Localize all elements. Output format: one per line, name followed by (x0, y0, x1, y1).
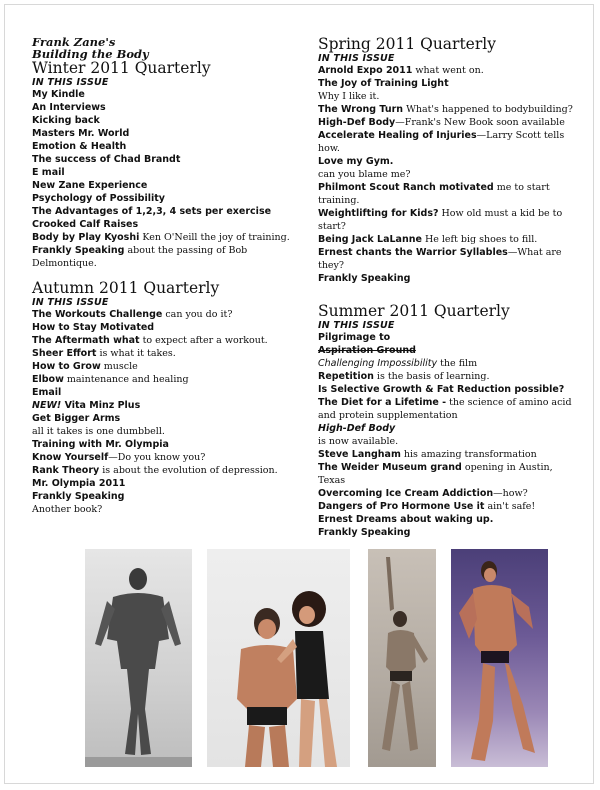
article-title: The Advantages of 1,2,3, 4 sets per exercise (32, 206, 272, 217)
article-title: Frankly Speaking (32, 245, 125, 256)
article-item (32, 101, 304, 114)
article-description: is about the evolution of depression. (99, 465, 278, 476)
article-title: Love my Gym. (318, 156, 394, 167)
article-description: all it takes is one dumbbell. (32, 426, 165, 437)
winter-subtitle: IN THIS ISSUE (32, 77, 109, 88)
article-title: Overcoming Ice Cream Addiction (318, 488, 494, 499)
bodybuilder-photo-4 (451, 549, 548, 767)
article-item (318, 370, 580, 383)
article-item (32, 166, 304, 179)
article-item (32, 205, 304, 218)
spring-title: Spring 2011 Quarterly (318, 35, 496, 53)
article-item (32, 179, 304, 192)
article-description: about the passing of Bob Delmontique. (32, 245, 248, 269)
article-italic-title: Challenging Impossibility (318, 358, 438, 369)
article-description: the science of amino acid and protein supplementation (318, 397, 572, 421)
article-title: The Joy of Training Light (318, 78, 449, 89)
article-title: Masters Mr. World (32, 128, 130, 139)
article-item (318, 344, 580, 357)
article-title: Weightlifting for Kids? (318, 208, 439, 219)
autumn-list (32, 308, 304, 516)
article-item (318, 396, 580, 422)
article-item (32, 373, 304, 386)
article-item (32, 477, 304, 490)
article-description: ain't safe! (484, 501, 536, 512)
article-description: opening in Austin, Texas (318, 462, 553, 486)
article-description: is now available. (318, 436, 399, 447)
bodybuilder-photo-1 (85, 549, 192, 767)
article-title: Dangers of Pro Hormone Use it (318, 501, 485, 512)
article-item (318, 168, 580, 181)
article-description: He left big shoes to fill. (421, 234, 538, 245)
article-title: The Diet for a Lifetime - (318, 397, 447, 408)
article-item (32, 308, 304, 321)
article-title: Mr. Olympia 2011 (32, 478, 126, 489)
brand-line-1: Frank Zane's (32, 35, 116, 49)
left-column (32, 36, 304, 516)
article-emphasis: NEW! (32, 400, 62, 411)
article-item (32, 192, 304, 205)
summer-list (318, 331, 580, 539)
article-title: Psychology of Possibility (32, 193, 165, 204)
summer-subtitle: IN THIS ISSUE (318, 320, 395, 331)
article-title: How to Stay Motivated (32, 322, 155, 333)
article-item (318, 331, 580, 344)
article-title: Pilgrimage to (318, 332, 391, 343)
article-title: Get Bigger Arms (32, 413, 121, 424)
article-description: —What are they? (318, 247, 562, 271)
article-description: is the basis of learning. (373, 371, 490, 382)
article-item (318, 155, 580, 168)
article-item (32, 140, 304, 153)
article-description: to expect after a workout. (139, 335, 268, 346)
article-title: Is Selective Growth & Fat Reduction possible? (318, 384, 565, 395)
article-title: High-Def Body (318, 117, 396, 128)
article-title: Frankly Speaking (318, 527, 411, 538)
article-title: An Interviews (32, 102, 106, 113)
article-item (32, 451, 304, 464)
article-title: Ernest chants the Warrior Syllables (318, 247, 508, 258)
article-item (32, 503, 304, 516)
article-item (32, 218, 304, 231)
article-title: Aspiration Ground (318, 345, 416, 356)
article-item (318, 246, 580, 272)
article-item (318, 448, 580, 461)
article-item (32, 438, 304, 451)
article-description: —how? (493, 488, 528, 499)
article-description: can you do it? (162, 309, 233, 320)
article-title: Kicking back (32, 115, 100, 126)
article-description: muscle (100, 361, 138, 372)
article-item (318, 129, 580, 155)
autumn-subtitle: IN THIS ISSUE (32, 297, 109, 308)
article-title: The Aftermath what (32, 335, 140, 346)
article-item (318, 116, 580, 129)
article-item (32, 153, 304, 166)
article-description: me to start training. (318, 182, 550, 206)
article-item (318, 526, 580, 539)
article-description: his amazing transformation (400, 449, 537, 460)
article-item (318, 64, 580, 77)
article-item (32, 244, 304, 270)
article-emphasis: High-Def Body (318, 423, 396, 434)
article-description: what went on. (412, 65, 484, 76)
article-item (318, 500, 580, 513)
article-title: Sheer Effort (32, 348, 97, 359)
article-title: Steve Langham (318, 449, 401, 460)
summer-title: Summer 2011 Quarterly (318, 302, 510, 320)
article-title: Know Yourself (32, 452, 109, 463)
article-description: Why I like it. (318, 91, 380, 102)
article-description: maintenance and healing (63, 374, 189, 385)
article-description: the film (437, 358, 478, 369)
article-item (318, 272, 580, 285)
spring-subtitle: IN THIS ISSUE (318, 53, 395, 64)
article-title: Being Jack LaLanne (318, 234, 422, 245)
article-description: Another book? (32, 504, 103, 515)
article-item (32, 490, 304, 503)
winter-list (32, 88, 304, 270)
article-title: Crooked Calf Raises (32, 219, 139, 230)
spring-list (318, 64, 580, 285)
article-title: E mail (32, 167, 65, 178)
article-item (318, 233, 580, 246)
article-item (32, 386, 304, 399)
article-item (318, 357, 580, 370)
article-item (32, 360, 304, 373)
spacer (318, 285, 580, 303)
article-item (318, 77, 580, 90)
article-item (318, 435, 580, 448)
article-item (318, 383, 580, 396)
couple-photo (207, 549, 350, 767)
article-title: The success of Chad Brandt (32, 154, 181, 165)
article-description: Ken O'Neill the joy of training. (139, 232, 290, 243)
article-description: How old must a kid be to start? (318, 208, 563, 232)
article-item (32, 88, 304, 101)
article-title: Emotion & Health (32, 141, 127, 152)
article-title: The Workouts Challenge (32, 309, 163, 320)
autumn-title: Autumn 2011 Quarterly (32, 279, 220, 297)
article-item (318, 103, 580, 116)
article-title: Accelerate Healing of Injuries (318, 130, 477, 141)
article-item (318, 181, 580, 207)
article-title: Email (32, 387, 62, 398)
article-item (32, 127, 304, 140)
article-item (318, 207, 580, 233)
article-title: How to Grow (32, 361, 101, 372)
article-title: Rank Theory (32, 465, 100, 476)
article-title: Repetition (318, 371, 374, 382)
article-title: Ernest Dreams about waking up. (318, 514, 494, 525)
article-item (32, 347, 304, 360)
article-title: New Zane Experience (32, 180, 148, 191)
article-item (318, 513, 580, 526)
article-item (32, 321, 304, 334)
article-description: is what it takes. (96, 348, 176, 359)
article-title: Training with Mr. Olympia (32, 439, 169, 450)
article-item (32, 231, 304, 244)
article-item (32, 399, 304, 412)
article-title: The Wrong Turn (318, 104, 404, 115)
article-item (32, 334, 304, 347)
article-title: Frankly Speaking (32, 491, 125, 502)
article-title: Body by Play Kyoshi (32, 232, 140, 243)
bodybuilder-photo-3 (368, 549, 436, 767)
article-description: —Larry Scott tells how. (318, 130, 565, 154)
article-description: can you blame me? (318, 169, 411, 180)
article-item (318, 487, 580, 500)
article-title: The Weider Museum grand (318, 462, 462, 473)
article-title: Philmont Scout Ranch motivated (318, 182, 494, 193)
article-item (318, 422, 580, 435)
article-title: Frankly Speaking (318, 273, 411, 284)
article-title: Vita Minz Plus (61, 400, 141, 411)
winter-title: Winter 2011 Quarterly (32, 59, 211, 77)
article-item (32, 464, 304, 477)
article-item (32, 412, 304, 425)
article-title: My Kindle (32, 89, 85, 100)
article-item (32, 114, 304, 127)
article-item (32, 425, 304, 438)
brand-line-2: Building the Body (32, 47, 149, 61)
article-title: Elbow (32, 374, 64, 385)
article-item (318, 90, 580, 103)
article-item (318, 461, 580, 487)
article-description: What's happened to bodybuilding? (403, 104, 573, 115)
article-description: —Frank's New Book soon available (395, 117, 565, 128)
article-description: —Do you know you? (108, 452, 206, 463)
right-column (318, 36, 580, 539)
article-title: Arnold Expo 2011 (318, 65, 413, 76)
